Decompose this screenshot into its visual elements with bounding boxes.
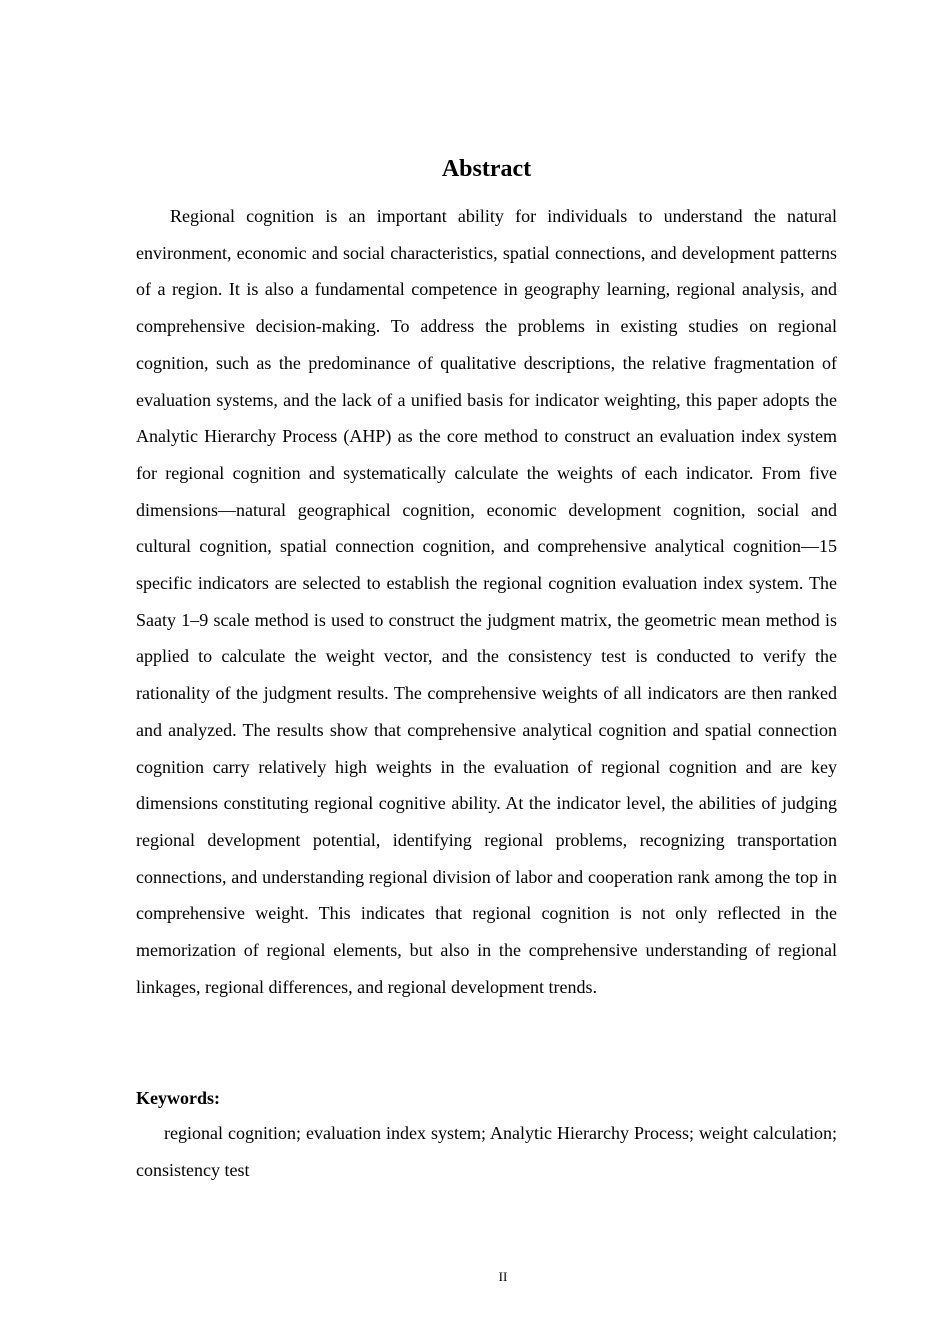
page-number: II: [498, 1269, 508, 1284]
keywords-list: regional cognition; evaluation index system; Analytic Hierarchy Process; weight calculation; consistency test: [136, 1123, 837, 1180]
abstract-paragraph: Regional cognition is an important ability for individuals to understand the natural environment, economic and social characteristics, spatial connections, and development patterns of a region. It is also a fundamental competence in geography learning, regional analysis, and comprehensive decision-making. To address the problems in existing studies on regional cognition, such as the predominance of qualitative descriptions, the relative fragmentation of evaluation systems, and the lack of a unified basis for indicator weighting, this paper adopts the Analytic Hierarchy Process (AHP) as the core method to construct an evaluation index system for regional cognition and systematically calculate the weights of each indicator. From five dimensions—natural geographical cognition, economic development cognition, social and cultural cognition, spatial connection cognition, and comprehensive analytical cognition—15 specific indicators are selected to establish the regional cognition evaluation index system. The Saaty 1–9 scale method is used to construct the judgment matrix, the geometric mean method is applied to calculate the weight vector, and the consistency test is conducted to verify the rationality of the judgment results. The comprehensive weights of all indicators are then ranked and analyzed. The results show that comprehensive analytical cognition and spatial connection cognition carry relatively high weights in the evaluation of regional cognition and are key dimensions constituting regional cognitive ability. At the indicator level, the abilities of judging regional development potential, identifying regional problems, recognizing transportation connections, and understanding regional division of labor and cooperation rank among the top in comprehensive weight. This indicates that regional cognition is not only reflected in the memorization of regional elements, but also in the comprehensive understanding of regional linkages, regional differences, and regional development trends.: [136, 206, 837, 997]
keywords-heading: Keywords:: [136, 1088, 220, 1108]
page-title: Abstract: [441, 156, 532, 182]
